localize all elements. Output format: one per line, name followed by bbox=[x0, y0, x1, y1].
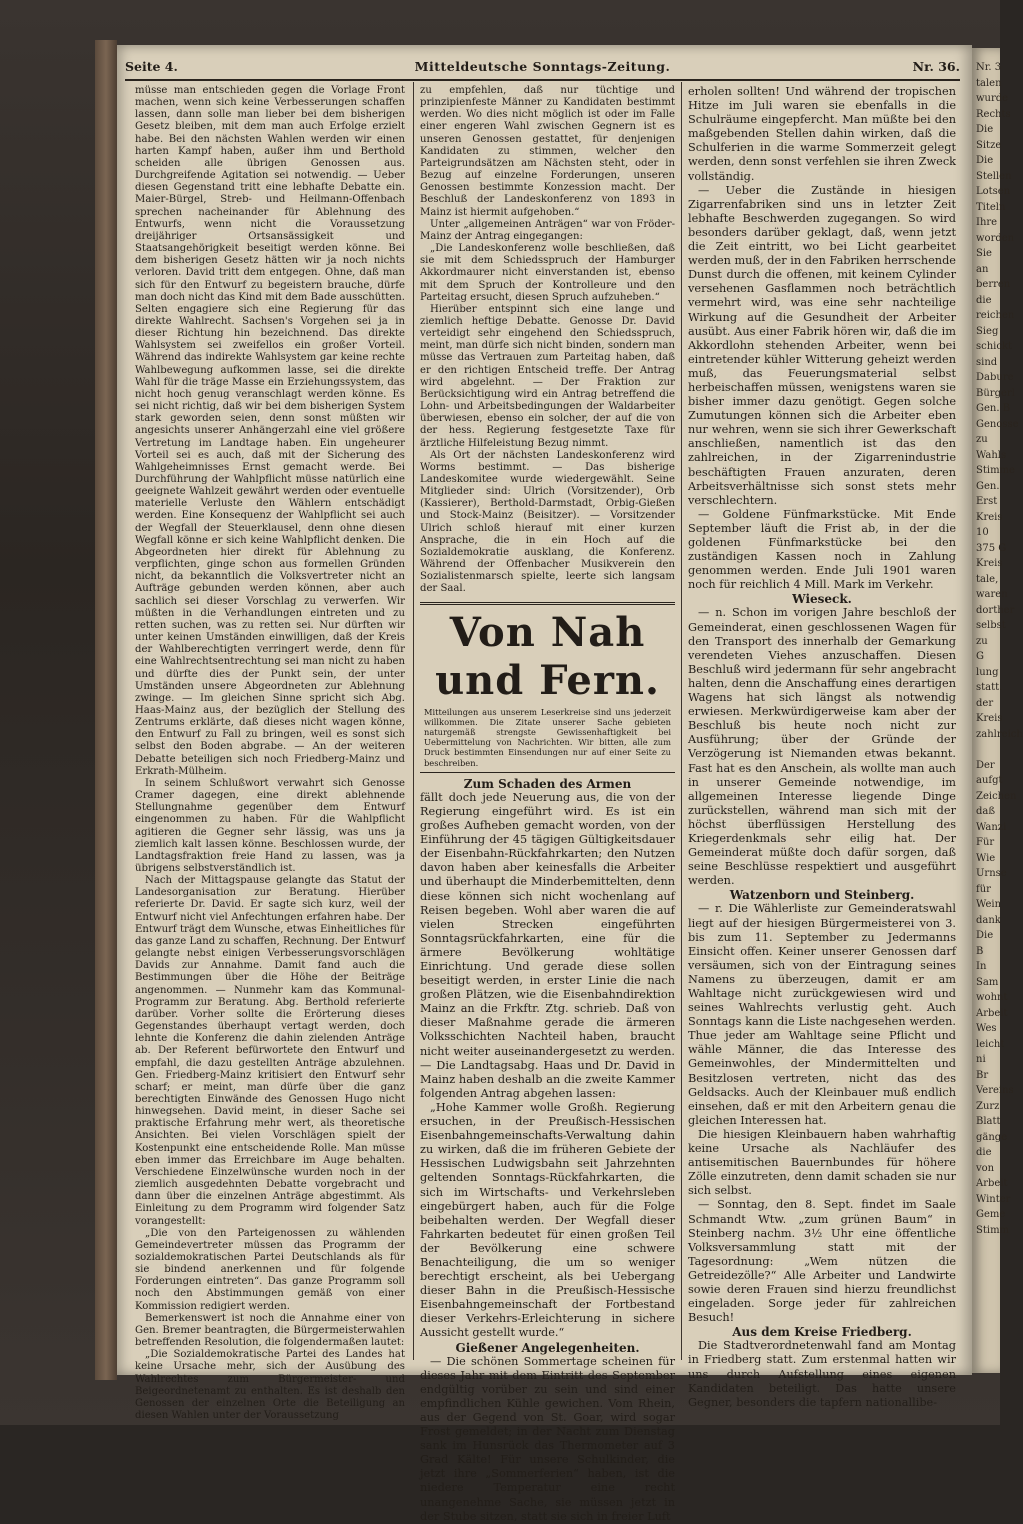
adjacent-page-fragment: Arbeit bbox=[976, 1007, 1008, 1019]
adjacent-page-fragment: Wes bbox=[976, 1023, 997, 1034]
article-subhead: Aus dem Kreise Friedberg. bbox=[732, 1325, 912, 1340]
adjacent-page-fragment: Winter bbox=[976, 1193, 1011, 1205]
adjacent-page-fragment: Wie bbox=[976, 852, 996, 864]
adjacent-page-fragment: Lotsen bbox=[976, 186, 1011, 197]
article-quote: „Hohe Kammer wolle Großh. Regierung ersuchen, in der Preußisch-Hessischen Eisenbahngemeinschafts-Verwaltung dahin zu wirken, daß die im früheren Gebiete der Hessischen Ludwigsbahn seit Jahrzehnten geltenden Sonntags-Rückfahrkarten, die sich im Wirtschafts- und Verkehrsleben eingebürgert haben, auch für die Folge beibehalten werden. Der Wegfall dieser Fahrkarten bedeutet für einen großen Teil der Bevölkerung eine schwere Benachteiligung, die um so weniger berechtigt erscheint, als bei Uebergang dieser Bahn in die Preußisch-Hessische Eisenbahngemeinschaft der Fortbestand dieser Verkehrs-Erleichterung in sichere Aussicht gestellt wurde.“ bbox=[420, 1100, 675, 1340]
adjacent-page-fragment: aufgt bbox=[976, 775, 1003, 786]
adjacent-page-fragment: Wahls bbox=[976, 449, 1007, 461]
adjacent-page-fragment: zu bbox=[976, 635, 988, 647]
adjacent-page-fragment: 375 G bbox=[976, 542, 1007, 554]
adjacent-page-fragment: Titeln bbox=[976, 201, 1006, 213]
adjacent-page-fragment: Genosse bbox=[976, 418, 1019, 430]
column-3 bbox=[688, 85, 956, 1409]
article-paragraph: Unter „allgemeinen Anträgen“ war von Fröder-Mainz der Antrag eingegangen: bbox=[420, 218, 675, 242]
article-quote: „Die Sozialdemokratische Partei des Landes hat keine Ursache mehr, sich der Ausübung des Wahlrechtes zum Bürgermeister- und Beigeordnetenamt zu enthalten. Es ist deshalb den Genossen der einzelnen Orte die Beteiligung an diesen Wahlen unter der Voraussetzung bbox=[135, 1349, 405, 1422]
adjacent-page-fragment: Kreis bbox=[976, 558, 1003, 569]
adjacent-page-fragment: statt. bbox=[976, 682, 1003, 693]
adjacent-page-fragment: Gen. bbox=[976, 480, 1000, 492]
article-paragraph: Hierüber entspinnt sich eine lange und ziemlich heftige Debatte. Genosse Dr. David verteidigt sehr eingehend den Schiedsspruch, meint, man dürfe sich nicht binden, sondern man müsse das Vertrauen zum Parteitag haben, daß er den richtigen Entscheid treffe. Der Antrag wird abgelehnt. — Der Fraktion zur Berücksichtigung wird ein Antrag betreffend die Lohn- und Arbeitsbedingungen der Waldarbeiter überwiesen, ebenso ein solcher, der auf die von der hess. Regierung festgesetzte Taxe für ärztliche Hilfeleistung Bezug nimmt. bbox=[420, 303, 675, 449]
adjacent-page-fragment: Stellen bbox=[976, 170, 1012, 182]
adjacent-page-fragment: Die bbox=[976, 155, 994, 166]
adjacent-page-fragment: waren bbox=[976, 589, 1008, 600]
article-paragraph: Die hiesigen Kleinbauern haben wahrhaftig keine Ursache als Nachläufer des antisemitischen Bauernbundes für höhere Zölle einzutreten, denn damit schaden sie nur sich selbst. bbox=[688, 1127, 956, 1198]
adjacent-page-fragment: ni bbox=[976, 1054, 986, 1065]
adjacent-page-fragment: Rechts bbox=[976, 108, 1011, 120]
page-number-label: Seite 4. bbox=[125, 59, 178, 74]
newspaper-title: Mitteldeutsche Sonntags-Zeitung. bbox=[414, 59, 671, 74]
adjacent-page-fragment: Gen. B bbox=[976, 403, 1011, 414]
adjacent-page-fragment: zahlreich bbox=[976, 728, 1023, 740]
adjacent-page-fragment: berren bbox=[976, 279, 1011, 290]
article-paragraph: — n. Schon im vorigen Jahre beschloß der Gemeinderat, einen geschlossenen Wagen für den Transport des innerhalb der Gemarkung verendeten Viehes anzuschaffen. Diesen Beschluß wird jedermann für sehr angebracht halten, denn die Anschaffung eines derartigen Wagens hat sich längst als notwendig erwiesen. Merkwürdigerweise kam aber der Beschluß bis heute noch nicht zur Ausführung; über der Gründe der Verzögerung ist Niemanden etwas bekannt. Fast hat es den Anschein, als wollte man auch in unserer Gemeinde notwendige, im allgemeinen Interesse liegende Dinge zurückstellen, während man sich mit der höchst überflüssigen Herstellung des Kriegerdenkmals sehr eilig hat. Der Gemeinderat müßte doch dafür sorgen, daß seine Beschlüsse respektiert und ausgeführt werden. bbox=[688, 606, 956, 888]
article-subhead: Zum Schaden des Armen bbox=[463, 776, 632, 791]
adjacent-page-fragment: Wanzi bbox=[976, 821, 1007, 833]
article-paragraph: Nach der Mittagspause gelangte das Statut der Landesorganisation zur Beratung. Hierüber referierte Dr. David. Er sagte sich kurz, weil der Entwurf nicht viel Anfechtungen erfahren habe. Der Entwurf trägt dem Wunsche, etwas Einheitliches für das ganze Land zu schaffen, Rechnung. Der Entwurf gelangte nebst einigen Verbesserungsvorschlägen Davids zur Annahme. Damit fand auch die Bestimmungen über die Höhe der Beiträge angenommen. — Nunmehr kam das Kommunal-Programm zur Beratung. Abg. Berthold referierte darüber. Vorher sollte die Erörterung dieses Gegenstandes überhaupt vertagt werden, doch lehnte die Konferenz die dahin zielenden Anträge ab. Der Referent befürwortete den Entwurf und empfahl, die dazu gestellten Anträge abzulehnen. Gen. Friedberg-Mainz kritisiert den Entwurf sehr scharf; er meint, man dürfe über die ganz berechtigten Einwände des Genossen Hugo nicht hinwegsehen. David meint, in dieser Sache sei praktische Erfahrung mehr wert, als theoretische Ansichten. Bei vielen Vorschlägen spielt der Kostenpunkt eine entscheidende Rolle. Man müsse eben immer das Erreichbare im Auge behalten. Verschiedene Einzelwünsche wurden noch in der ziemlich ausgedehnten Debatte vorgebracht und dann über die einzelnen Anträge abgestimmt. Als Einleitung zu dem Programm wird folgender Satz vorangestellt: bbox=[135, 875, 405, 1227]
adjacent-page-fragment: In bbox=[976, 961, 987, 972]
adjacent-page-fragment: Wein bbox=[976, 899, 1002, 910]
article-paragraph: erholen sollten! Und während der tropischen Hitze im Juli waren sie ebenfalls in die Schulräume eingepfercht. Man müßte bei den maßgebenden Stellen dahin wirken, daß die Schulferien in die warme Sommerzeit gelegt werden, denn sonst verfehlen sie ihren Zweck vollständig. bbox=[688, 85, 956, 183]
article-subhead: Gießener Angelegenheiten. bbox=[455, 1340, 640, 1355]
adjacent-page-fragment: Ihre bbox=[976, 217, 998, 228]
adjacent-page-fragment: Kreis bbox=[976, 713, 1003, 724]
adjacent-page-fragment: Urnse bbox=[976, 868, 1007, 879]
adjacent-page-fragment: Kreis bbox=[976, 511, 1003, 523]
adjacent-page-fragment: Sam bbox=[976, 976, 999, 988]
article-paragraph: müsse man entschieden gegen die Vorlage Front machen, wenn sich keine Verbesserungen schaffen lassen, dann solle man lieber bei dem bisherigen Gesetz bleiben, mit dem man auch Erfolge erzielt habe. Bei den nächsten Wahlen werden wir einen harten Kampf haben, außer ihm und Berthold scheiden alle übrigen Genossen aus. Durchgreifende Agitation sei notwendig. — Ueber diesen Gegenstand tritt eine lebhafte Debatte ein. Maier-Bürgel, Streb- und Heilmann-Offenbach sprechen nacheinander für Ablehnung des Entwurfs, wenn nicht die Voraussetzung dreijähriger Ortsansässigkeit und Staatsangehörigkeit beseitigt werden könne. Bei dem bisherigen Gesetz hätten wir ja noch nichts verloren. David tritt dem entgegen. Ohne, daß man sich für den Entwurf zu begeistern brauche, dürfe man doch nicht das Kind mit dem Bade ausschütten. Selten engagiere sich eine Regierung für das direkte Wahlrecht. Sachsen's Vorgehen sei ja in dieser Richtung hin bezeichnend. Das direkte Wahlsystem sei zweifellos ein großer Vorteil. Während das indirekte Wahlsystem gar keine rechte Wahlbewegung aufkommen lasse, sei die direkte Wahl für die träge Masse ein Erziehungssystem, das nicht hoch genug veranschlagt werden könne. Es sei nicht richtig, daß wir bei dem bisherigen System stark geworden seien, denn sonst müßten wir angesichts unserer Anhängerzahl eine viel größere Vertretung im Landtage haben. Ein ungeheurer Vorteil sei es auch, daß mit der Sicherung des Wahlgeheimnisses Ernst gemacht werde. Bei Durchführung der Wahlpflicht müsse natürlich eine geeignete Wahlzeit gewährt werden oder eventuelle materielle Verluste den Wählern entschädigt werden. Eine Konsequenz der Wahlpflicht sei auch der Wegfall der Steuerklausel, denn ohne diesen Wegfall könne er sich keine Wahlpflicht denken. Die Abgeordneten hier direkt für Ablehnung zu verpflichten, ginge schon aus formellen Gründen nicht, da bekanntlich die Volksvertreter nicht an Aufträge gebunden werden können, aber auch sachlich sei dieser Vorschlag zu verwerfen. Wir müßten in die Verhandlungen eintreten und zu retten suchen, was zu retten sei. Nur dürften wir unter keinen Umständen einwilligen, daß der Kreis der Wahlberechtigten verringert werde, denn für eine Wahlrechtsentrechtung sei man nicht zu haben und dürfte dies der Punkt sein, der unter Umständen unsere Abgeordneten zur Ablehnung zwinge. — Im gleichen Sinne spricht sich Abg. Haas-Mainz aus, der bezüglich der Stellung des Zentrums erklärte, daß dieses nicht wagen könne, den Entwurf zu Fall zu bringen, weil es sonst sich selbst den Boden abgrabe. — An der weiteren Debatte beteiligen sich noch Friedberg-Mainz und Erkrath-Mülheim. bbox=[135, 85, 405, 777]
adjacent-page-fragment: wohnt bbox=[976, 992, 1008, 1003]
book-binding bbox=[95, 40, 117, 1380]
column-rule-1 bbox=[413, 82, 414, 1360]
adjacent-page-fragment: dorther bbox=[976, 604, 1015, 616]
adjacent-page-fragment: Stimme bbox=[976, 465, 1015, 476]
adjacent-page-fragment: Sieg bbox=[976, 325, 999, 337]
adjacent-page-fragment: für bbox=[976, 883, 991, 895]
adjacent-page-fragment: dank bbox=[976, 914, 1001, 926]
adjacent-page-fragment: selbst bbox=[976, 620, 1006, 631]
article-paragraph: — Goldene Fünfmarkstücke. Mit Ende September läuft die Frist ab, in der die goldenen Fünfmarkstücke bei den zuständigen Kassen noch in Zahlung genommen werden. Ende Juli 1901 waren noch für reichlich 4 Mill. Mark im Verkehr. bbox=[688, 507, 956, 592]
column-2-lower bbox=[420, 777, 675, 1524]
article-quote: „Die Landeskonferenz wolle beschließen, daß sie mit dem Schiedsspruch der Hamburger Akkordmaurer nicht einverstanden ist, ebenso mit dem Spruch der Kontrolleure und den Parteitag ersucht, diesen Spruch aufzuheben.“ bbox=[420, 243, 675, 303]
adjacent-page-fragment: Erst bbox=[976, 496, 998, 507]
header-rule bbox=[125, 79, 960, 81]
article-paragraph: zu empfehlen, daß nur tüchtige und prinzipienfeste Männer zu Kandidaten bestimmt werden. Wo dies nicht möglich ist oder im Falle einer engeren Wahl zwischen Gegnern ist es unseren Genossen gestattet, für denjenigen Kandidaten zu stimmen, welcher den Parteigrundsätzen am Nächsten steht, oder in Bezug auf einzelne Forderungen, unseren Genossen bestimmte Konzession macht. Der Beschluß der Landeskonferenz von 1893 in Mainz ist hiermit aufgehoben.“ bbox=[420, 85, 675, 218]
adjacent-page-fragment bbox=[972, 742, 1000, 758]
adjacent-page-fragment: Br bbox=[976, 1069, 989, 1081]
article-paragraph: — Sonntag, den 8. Sept. findet im Saale Schmandt Wtw. „zum grünen Baum“ in Steinberg nachm. 3½ Uhr eine öffentliche Volksversammlung statt mit der Tagesordnung: „Wem nützen die Getreidezölle?“ Alle Arbeiter und Landwirte sowie deren Frauen sind hierzu freundlichst eingeladen. Sorge jeder für zahlreichen Besuch! bbox=[688, 1198, 956, 1325]
adjacent-page-fragment: der bbox=[976, 697, 994, 709]
article-subhead: Wieseck. bbox=[792, 592, 852, 607]
adjacent-page-fragment: zu bbox=[976, 434, 988, 445]
adjacent-page-fragment: Zeichen bbox=[976, 790, 1017, 802]
adjacent-page-fragment: daß bbox=[976, 806, 996, 817]
banner-rule-top bbox=[420, 602, 675, 605]
adjacent-page-fragment: wurde bbox=[976, 93, 1009, 104]
adjacent-page-fragment: Die bbox=[976, 930, 994, 941]
adjacent-page-fragment: B bbox=[976, 945, 984, 957]
adjacent-page-fragment: reichen bbox=[976, 310, 1015, 321]
adjacent-page-fragment: Für bbox=[976, 837, 995, 848]
adjacent-page-fragment: Vereins bbox=[976, 1085, 1014, 1096]
adjacent-page-fragment: sind bbox=[976, 356, 998, 368]
adjacent-page-fragment: Stimm bbox=[976, 1224, 1010, 1236]
section-banner-title: Von Nah und Fern. bbox=[435, 608, 660, 704]
adjacent-page-fragment: gänge bbox=[976, 1131, 1008, 1143]
article-paragraph: — r. Die Wählerliste zur Gemeinderatswahl liegt auf der hiesigen Bürgermeisterei von 3. bis zum 11. September zu Jedermanns Einsicht offen. Keiner unserer Genossen darf versäumen, sich von der Eintragung seines Namens zu überzeugen, damit er am Wahltage nicht zurückgewiesen wird und seines Wahlrechts verlustig geht. Auch Sonntags kann die Liste nachgesehen werden. Thue jeder am Wahltage seine Pflicht und wähle Männer, die das Interesse des Gemeinwohles, der Mindermittelten und Besitzlosen vertreten, nicht das des Geldsacks. Auch der Kleinbauer muß endlich einsehen, daß er mit den Arbeitern genau die gleichen Interessen hat. bbox=[688, 902, 956, 1127]
adjacent-page-fragment: Nr. 3 bbox=[976, 62, 1002, 73]
article-quote: „Die von den Parteigenossen zu wählenden Gemeindevertreter müssen das Programm der sozialdemokratischen Partei Deutschlands als für sie bindend anerkennen und für folgende Forderungen eintreten“. Das ganze Programm soll noch den Abstimmungen gemäß von einer Kommission redigiert werden. bbox=[135, 1227, 405, 1312]
adjacent-page-fragment: an bbox=[976, 263, 989, 275]
adjacent-page-text bbox=[972, 48, 1023, 1238]
article-paragraph: — Die schönen Sommertage scheinen für dieses Jahr mit dem Eintritt des September endgültig vorüber zu sein und sind einer empfindlichen Kühle gewichen. Vom Rhein, aus der Gegend von St. Goar, wird sogar Frost gemeldet; in der Nacht zum Dienstag sank im Hunsrück das Thermometer auf 3 Grad Kälte! Für unsere Schulkinder, die jetzt ihre „Sommerferien“ haben, ist die niedere Temperatur eine recht unangenehme Sache, sie müssen jetzt in der Stube sitzen, statt sie sich in freier Luft bbox=[420, 1354, 675, 1523]
banner-rule-bottom bbox=[420, 772, 675, 773]
issue-number: Nr. 36. bbox=[912, 59, 960, 74]
adjacent-page-fragment: leicht bbox=[976, 1038, 1005, 1050]
article-paragraph: Die Stadtverordnetenwahl fand am Montag in Friedberg statt. Zum erstenmal hatten wir uns durch Aufstellung eines eigenen Kandidaten beteiligt. Das hatte unsere Gegner, besonders die tapfern nationallibe- bbox=[688, 1339, 956, 1409]
adjacent-page-fragment: Geme bbox=[976, 1209, 1006, 1220]
adjacent-page-fragment: Die bbox=[976, 124, 994, 135]
adjacent-page-fragment: Zurz bbox=[976, 1100, 1000, 1112]
article-paragraph: fällt doch jede Neuerung aus, die von der Regierung eingeführt wird. Es ist ein großes Aufheben gemacht worden, von der Einführung der 45 tägigen Gültigkeitsdauer der Eisenbahn-Rückfahrkarten; den Nutzen davon haben aber keinesfalls die Arbeiter und überhaupt die Minderbemittelten, denn diese können sich nicht wochenlang auf Reisen begeben. Wohl aber waren die auf vielen Strecken eingeführten Sonntagsrückfahrkarten, eine für die ärmere Bevölkerung wohltätige Einrichtung. Und gerade diese sollen beseitigt werden, in erster Linie die nach großen Plätzen, wie die Eisenbahndirektion Mainz an die Frkftr. Ztg. schrieb. Daß von dieser Maßnahme gerade die ärmeren Volksschichten Nachteil haben, braucht nicht weiter auseinandergesetzt zu werden. — Die Landtagsabg. Haas und Dr. David in Mainz haben deshalb an die zweite Kammer folgenden Antrag abgehen lassen: bbox=[420, 790, 675, 1100]
adjacent-page-fragment: schickt bbox=[976, 341, 1013, 352]
adjacent-page-fragment: Sie bbox=[976, 248, 992, 259]
article-paragraph: In seinem Schlußwort verwahrt sich Genosse Cramer dagegen, eine direkt ablehnende Stellungnahme gegenüber dem Entwurf eingenommen zu haben. Für die Wahlpflicht agitieren die Gegner sehr lässig, was uns ja ziemlich kalt lassen könne. Beschlossen wurde, der Landtagsfraktion freie Hand zu lassen, was ja übrigens selbstverständlich ist. bbox=[135, 777, 405, 874]
section-banner-note: Mitteilungen aus unserem Leserkreise sind uns jederzeit willkommen. Die Zitate unserer Sache gebieten naturgemäß strengste Gewissenhaftigkeit bei Uebermittelung von Nachrichten. Wir bitten, alle zum Druck bestimmten Einsendungen nur auf einer Seite zu beschreiben. bbox=[424, 706, 671, 768]
article-paragraph: — Ueber die Zustände in hiesigen Zigarrenfabriken sind uns in letzter Zeit lebhafte Beschwerden zugegangen. So wird besonders darüber geklagt, daß, wenn jetzt die Zeit eintritt, wo bei Licht gearbeitet werden muß, der in den Fabriken herrschende Dunst durch die offenen, mit keinem Cylinder versehenen Gasflammen noch beträchtlich vermehrt wird, was eine sehr nachteilige Wirkung auf die Gesundheit der Arbeiter ausübt. Aus einer Fabrik hören wir, daß die im Akkordlohn stehenden Arbeiter, wenn bei eintretender kühler Witterung geheizt werden muß, das Feuerungsmaterial selbst herbeischaffen müssen, wenigstens waren sie bisher immer dazu genötigt. Gegen solche Zumutungen können sich die Arbeiter eben nur wehren, wenn sie sich ihrer Gewerkschaft anschließen, namentlich ist das den zahlreichen, in der Zigarrenindustrie beschäftigten Frauen anzuraten, deren Arbeitsverhältnisse sich sonst stets mehr verschlechtern. bbox=[688, 183, 956, 507]
adjacent-page-fragment: Der bbox=[976, 759, 995, 771]
article-subhead: Watzenborn und Steinberg. bbox=[729, 888, 915, 903]
column-2 bbox=[420, 85, 675, 1523]
page-header bbox=[125, 57, 960, 77]
column-1 bbox=[135, 85, 405, 1422]
adjacent-page-fragment: Sitze bbox=[976, 139, 1002, 151]
adjacent-page-fragment: G bbox=[976, 651, 984, 662]
column-rule-2 bbox=[681, 82, 682, 1360]
adjacent-page-fragment: Bürgerl bbox=[976, 387, 1015, 399]
article-paragraph: Bemerkenswert ist noch die Annahme einer von Gen. Bremer beantragten, die Bürgermeisterwahlen betreffenden Resolution, die folgendermaßen lautet: bbox=[135, 1312, 405, 1349]
adjacent-page-fragment: von bbox=[976, 1162, 995, 1174]
adjacent-page-fragment: Blatt bbox=[976, 1116, 1001, 1127]
adjacent-page-fragment: 10 bbox=[976, 527, 989, 538]
adjacent-page-fragment: Arbeit bbox=[976, 1178, 1008, 1189]
adjacent-page-fragment: die bbox=[976, 294, 992, 306]
newspaper-page bbox=[117, 45, 972, 1523]
adjacent-page-fragment: worden bbox=[976, 232, 1015, 244]
article-paragraph: Als Ort der nächsten Landeskonferenz wird Worms bestimmt. — Das bisherige Landeskomitee wurde wiedergewählt. Seine Mitglieder sind: Ulrich (Vorsitzender), Orb (Kassierer), Berthold-Darmstadt, Orbig-Gießen und Stock-Mainz (Beisitzer). — Vorsitzender Ulrich schloß hierauf mit einer kurzen Ansprache, die in ein Hoch auf die Sozialdemokratie ausklang, die Konferenz. Während der Offenbacher Musikverein den Sozialistenmarsch spielte, leerte sich langsam der Saal. bbox=[420, 449, 675, 595]
adjacent-page-fragment: lung bbox=[976, 666, 999, 678]
adjacent-page-fragment: tale, bbox=[976, 573, 999, 585]
adjacent-page-fragment: talen bbox=[976, 77, 1002, 89]
adjacent-page-fragment: Dabure bbox=[976, 372, 1014, 383]
adjacent-page-edge bbox=[972, 48, 1023, 1373]
adjacent-page-fragment: die bbox=[976, 1147, 992, 1158]
